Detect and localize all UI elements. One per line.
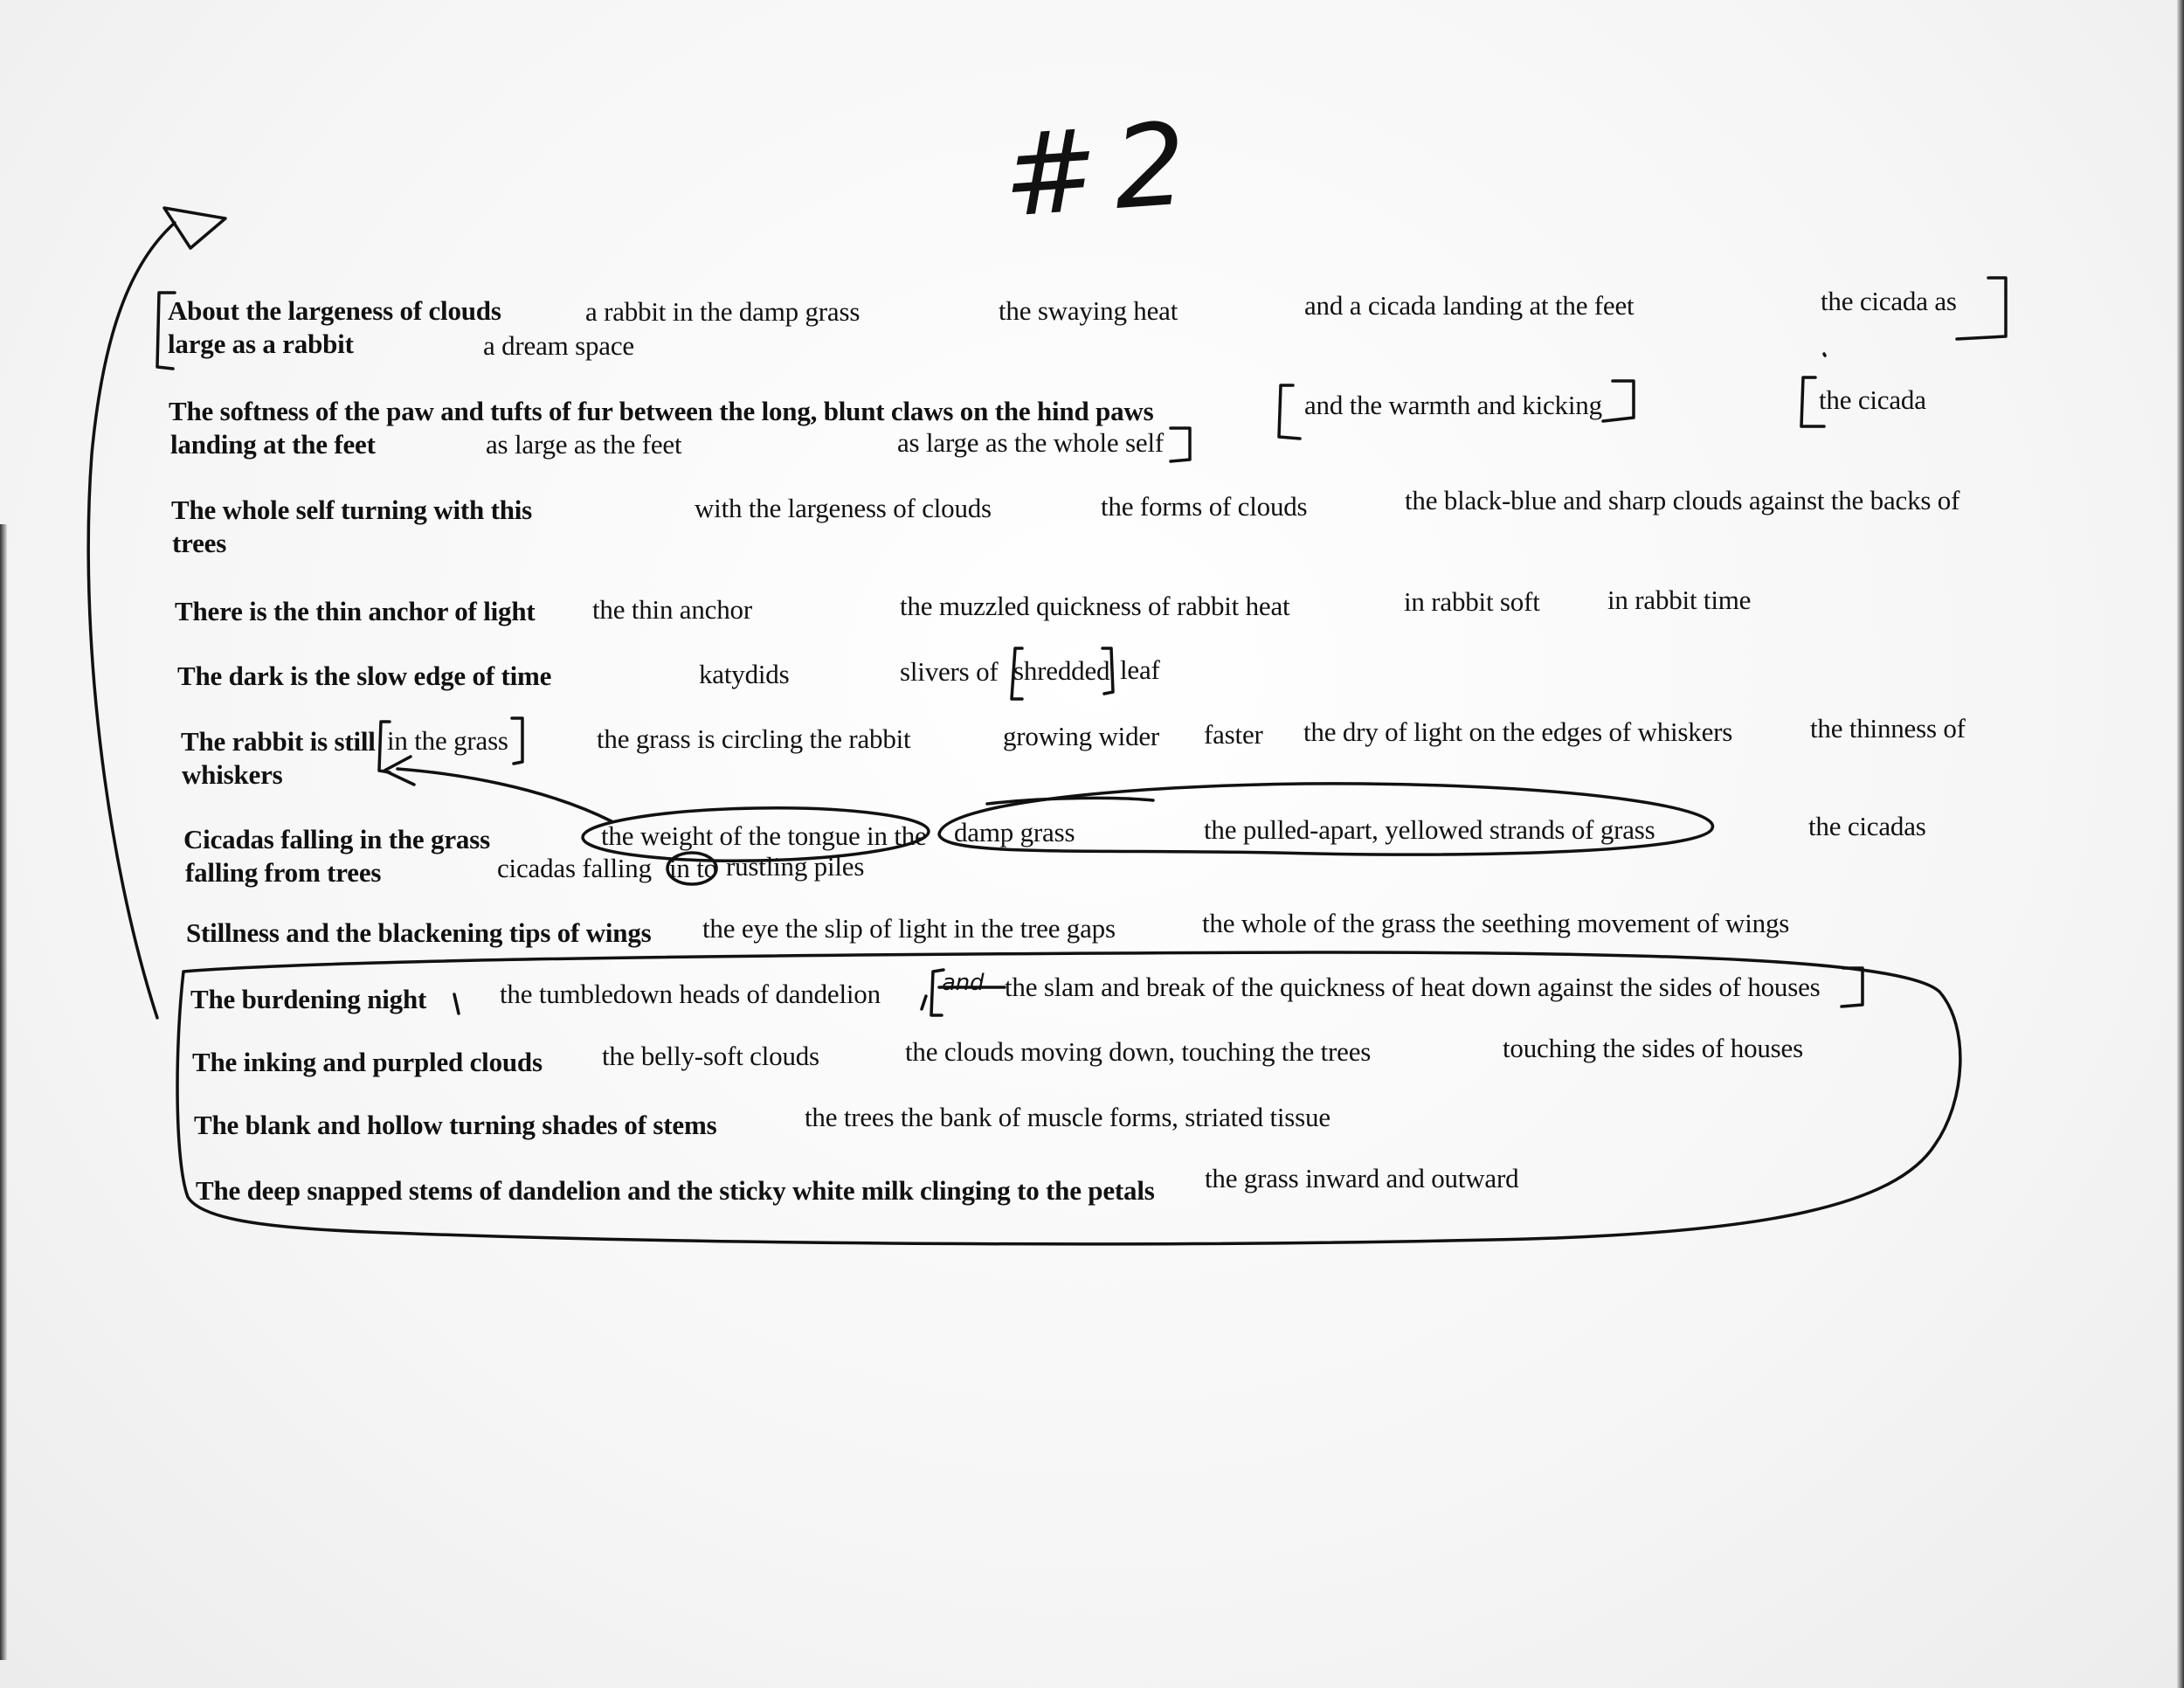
- line-3-fragment-4: the black-blue and sharp clouds against the backs of: [1405, 485, 1960, 515]
- bracket-ingrass-right: [512, 718, 522, 764]
- line-2-fragment-5: as large as the feet: [486, 429, 682, 460]
- line-6-fragment-2: in the grass: [387, 725, 508, 756]
- page-edge-left: [0, 524, 7, 1660]
- line-11-fragment-1: The blank and hollow turning shades of stems: [194, 1110, 717, 1140]
- line-1-fragment-3: the swaying heat: [999, 295, 1178, 326]
- bracket-warmth-right: [1603, 381, 1634, 421]
- line-5-fragment-1: The dark is the slow edge of time: [177, 661, 552, 691]
- line-7-fragment-6: falling from trees: [185, 857, 382, 888]
- bracket-line1-right: [1957, 278, 2006, 339]
- line-1-fragment-1: About the largeness of clouds: [168, 295, 501, 326]
- line-1-fragment-4: and a cicada landing at the feet: [1304, 290, 1635, 321]
- connector-arrow-head: [384, 757, 414, 785]
- line-6-fragment-6: the dry of light on the edges of whiskers: [1303, 716, 1733, 747]
- line-10-fragment-2: the belly-soft clouds: [602, 1041, 819, 1071]
- line-4-fragment-3: the muzzled quickness of rabbit heat: [900, 591, 1290, 621]
- line-6-fragment-8: whiskers: [182, 759, 283, 790]
- line-10-fragment-3: the clouds moving down, touching the trees: [905, 1036, 1372, 1067]
- line-7-fragment-7: cicadas falling: [497, 853, 652, 883]
- line-3-fragment-2: with the largeness of clouds: [695, 493, 992, 523]
- comma-mark: [922, 996, 926, 1009]
- line-5-fragment-5: leaf: [1120, 654, 1160, 685]
- page-title: #2: [998, 96, 1206, 243]
- bracket-houses-right: [1842, 968, 1863, 1007]
- line-7-fragment-5: the cicadas: [1808, 811, 1926, 841]
- line-1-fragment-6: large as a rabbit: [168, 329, 354, 359]
- line-8-fragment-2: the eye the slip of light in the tree gaps: [702, 913, 1116, 944]
- line-3-fragment-1: The whole self turning with this: [171, 495, 533, 525]
- page-edge-right: [2177, 0, 2184, 1688]
- line-9-fragment-1: The burdening night: [190, 984, 427, 1014]
- line-6-fragment-7: the thinness of: [1810, 713, 1966, 744]
- line-4-fragment-4: in rabbit soft: [1404, 586, 1540, 617]
- line-10-fragment-4: touching the sides of houses: [1503, 1033, 1803, 1063]
- line-7-fragment-3: damp grass: [954, 817, 1075, 847]
- line-7-fragment-1: Cicadas falling in the grass: [183, 824, 490, 854]
- line-12-fragment-2: the grass inward and outward: [1205, 1163, 1519, 1193]
- oval-damp-grass-tail: [987, 798, 1153, 804]
- line-5-fragment-4: shredded: [1013, 655, 1110, 686]
- line-2-fragment-6: as large as the whole self: [897, 427, 1164, 458]
- line-6-fragment-4: growing wider: [1003, 721, 1160, 751]
- line-7-fragment-8: in to: [669, 853, 717, 883]
- arrow-head: [164, 208, 225, 248]
- tick-mark: [454, 994, 459, 1013]
- line-9-fragment-2: the tumbledown heads of dandelion: [500, 979, 881, 1009]
- line-3-fragment-3: the forms of clouds: [1101, 491, 1308, 522]
- line-2-fragment-4: landing at the feet: [170, 429, 376, 460]
- handwritten-and-mark: and: [942, 970, 985, 996]
- line-11-fragment-2: the trees the bank of muscle forms, striated tissue: [805, 1102, 1330, 1132]
- line-1-fragment-5: the cicada as: [1821, 286, 1957, 316]
- line-8-fragment-1: Stillness and the blackening tips of wings: [186, 917, 652, 948]
- line-1-fragment-2: a rabbit in the damp grass: [585, 296, 860, 327]
- line-9-fragment-3: the slam and break of the quickness of heat down against the sides of houses: [1005, 972, 1821, 1002]
- dot-mark: [1824, 354, 1825, 356]
- line-2-fragment-2: and the warmth and kicking: [1304, 390, 1602, 420]
- line-6-fragment-3: the grass is circling the rabbit: [597, 723, 911, 754]
- line-5-fragment-3: slivers of: [900, 656, 999, 687]
- line-4-fragment-2: the thin anchor: [592, 594, 752, 625]
- line-12-fragment-1: The deep snapped stems of dandelion and the sticky white milk clinging to the petals: [196, 1175, 1155, 1206]
- bracket-warmth-left: [1279, 385, 1300, 439]
- connector-arrow: [397, 769, 612, 821]
- line-1-fragment-7: a dream space: [483, 330, 634, 361]
- line-3-fragment-5: trees: [172, 528, 227, 558]
- line-7-fragment-4: the pulled-apart, yellowed strands of grass: [1204, 814, 1655, 845]
- line-10-fragment-1: The inking and purpled clouds: [192, 1047, 543, 1077]
- line-7-fragment-2: the weight of the tongue in the: [601, 820, 927, 851]
- line-2-fragment-1: The softness of the paw and tufts of fur between the long, blunt claws on the hind paws: [169, 396, 1154, 426]
- line-8-fragment-3: the whole of the grass the seething movement of wings: [1202, 908, 1790, 938]
- line-4-fragment-1: There is the thin anchor of light: [175, 596, 536, 626]
- line-6-fragment-5: faster: [1204, 719, 1263, 750]
- bracket-self-right: [1171, 428, 1190, 461]
- line-6-fragment-1: The rabbit is still: [181, 726, 376, 757]
- left-margin-arrow: [88, 223, 175, 1018]
- line-5-fragment-2: katydids: [699, 659, 790, 689]
- line-2-fragment-3: the cicada: [1819, 384, 1926, 415]
- line-4-fragment-5: in rabbit time: [1607, 585, 1752, 615]
- line-7-fragment-9: rustling piles: [726, 851, 865, 882]
